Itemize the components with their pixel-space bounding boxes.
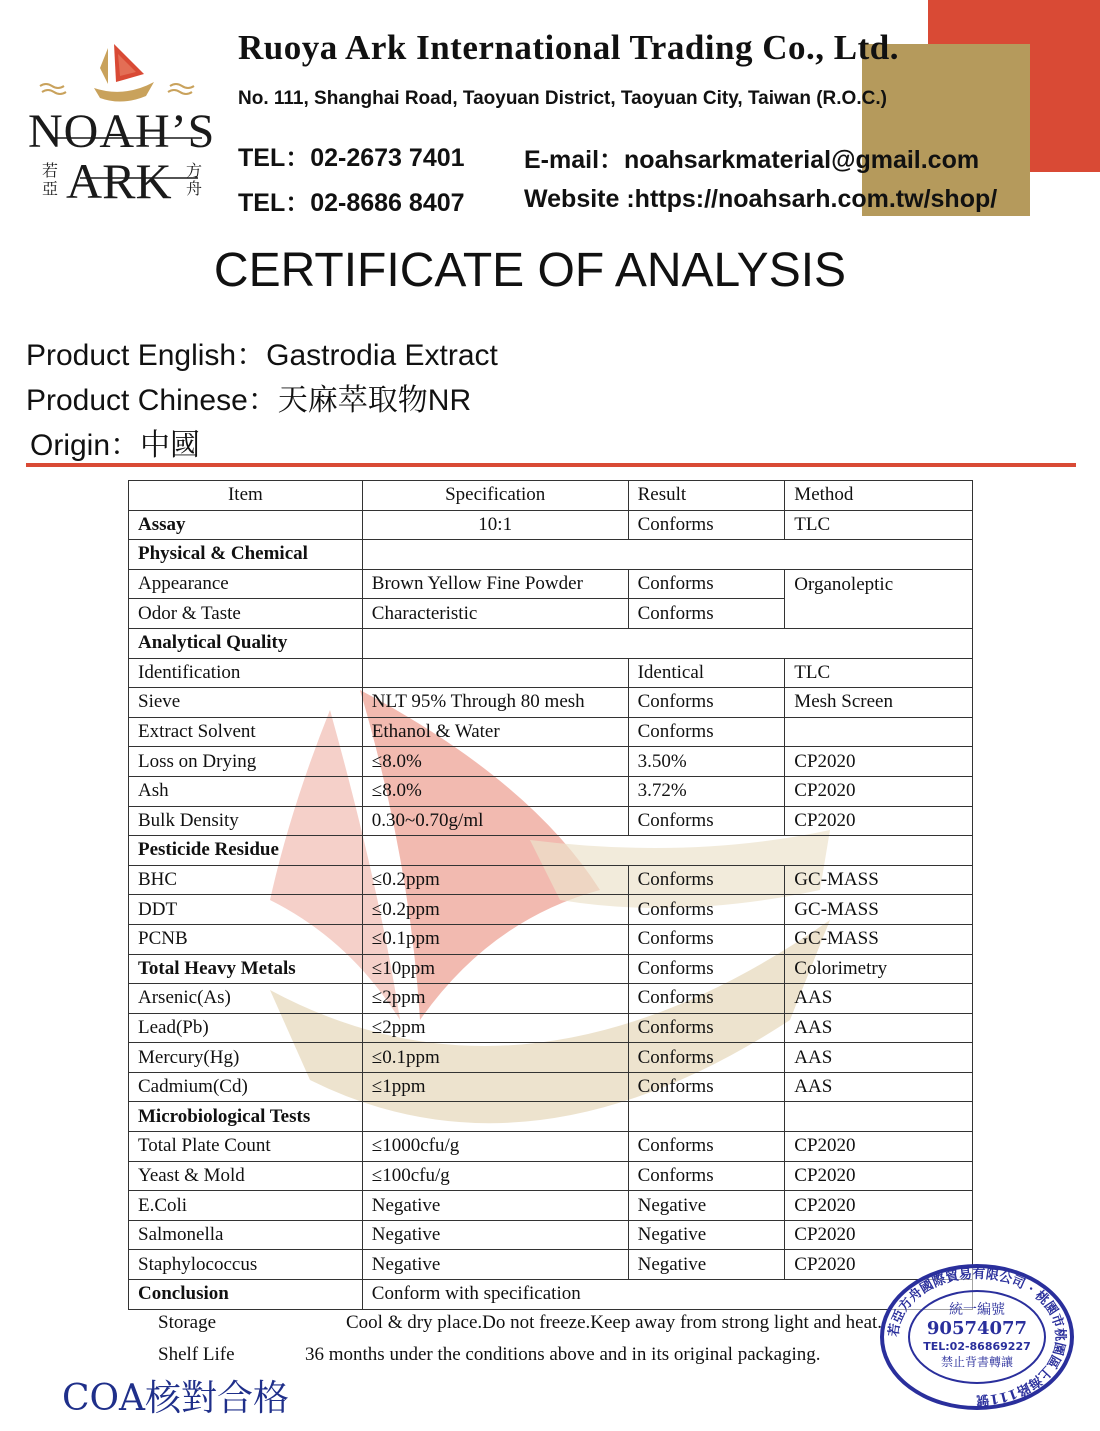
product-english: Product English：Gastrodia Extract [26, 339, 498, 372]
category-row [129, 836, 973, 866]
cell-result: Conforms [628, 717, 785, 747]
table-header-row [129, 481, 973, 511]
cell-method: AAS [785, 1043, 973, 1073]
cell-method: GC-MASS [785, 865, 973, 895]
cell-spec: Brown Yellow Fine Powder [362, 569, 628, 599]
cell-item: Salmonella [129, 1220, 363, 1250]
cell-method: Organoleptic [785, 569, 973, 628]
cell-spec: Negative [362, 1220, 628, 1250]
table-row [129, 569, 973, 599]
cell-spec: ≤1ppm [362, 1072, 628, 1102]
table-row [129, 1132, 973, 1162]
micro-title: Microbiological Tests [129, 1102, 363, 1132]
seal-ring-text: 若亞方舟國際貿易有限公司 · 桃園市桃園區上海路111號 [886, 1266, 1068, 1408]
cell-method: CP2020 [785, 747, 973, 777]
cell-item: Staphylococcus [129, 1250, 363, 1280]
cell-method: Mesh Screen [785, 688, 973, 718]
cell-item: Lead(Pb) [129, 1013, 363, 1043]
cell-spec: ≤0.2ppm [362, 865, 628, 895]
cell-result: Conforms [628, 1132, 785, 1162]
cell-spec: ≤0.1ppm [362, 924, 628, 954]
cell-result: Conforms [628, 865, 785, 895]
assay-method: TLC [785, 510, 973, 540]
table-row [129, 776, 973, 806]
cell-method: CP2020 [785, 1220, 973, 1250]
cell-item: Identification [129, 658, 363, 688]
assay-spec: 10:1 [362, 510, 628, 540]
logo-name-zh-left: 若亞 [42, 161, 59, 198]
table-row [129, 510, 973, 540]
cell-item: Odor & Taste [129, 599, 363, 629]
cell-result: Identical [628, 658, 785, 688]
cell-spec: ≤2ppm [362, 984, 628, 1014]
cell-result: Conforms [628, 924, 785, 954]
table-row [129, 1250, 973, 1280]
table-row [129, 924, 973, 954]
cell-method: AAS [785, 1072, 973, 1102]
cell-result: Conforms [628, 895, 785, 925]
website: Website :https://noahsarh.com.tw/shop/ [524, 185, 998, 213]
cell-result: Conforms [628, 1013, 785, 1043]
analytical-title: Analytical Quality [129, 628, 363, 658]
category-row [129, 628, 973, 658]
cell-result: Negative [628, 1250, 785, 1280]
cell-method: AAS [785, 1013, 973, 1043]
cell-item: Sieve [129, 688, 363, 718]
cell-item: BHC [129, 865, 363, 895]
table-row [129, 1191, 973, 1221]
analysis-table [128, 480, 973, 1310]
table-row [129, 1220, 973, 1250]
category-row [129, 540, 973, 570]
cell-result: Conforms [628, 599, 785, 629]
cell-result: Conforms [628, 954, 785, 984]
conclusion-label: Conclusion [129, 1280, 363, 1310]
cell-item: Bulk Density [129, 806, 363, 836]
seal-line-3: TEL:02-86869227 [923, 1340, 1031, 1353]
storage-value: Cool & dry place.Do not freeze.Keep away from strong light and heat. [346, 1312, 883, 1333]
cell-method: CP2020 [785, 1250, 973, 1280]
header-specification: Specification [362, 481, 628, 511]
cell-item: Yeast & Mold [129, 1161, 363, 1191]
seal-line-2: 90574077 [926, 1318, 1028, 1339]
table-row [129, 717, 973, 747]
header-result: Result [628, 481, 785, 511]
table-row [129, 865, 973, 895]
cell-spec: Ethanol & Water [362, 717, 628, 747]
table-row [129, 984, 973, 1014]
cell-method: GC-MASS [785, 895, 973, 925]
email: E-mail：noahsarkmaterial@gmail.com [524, 146, 980, 174]
table-row [129, 1043, 973, 1073]
cell-spec: ≤0.1ppm [362, 1043, 628, 1073]
phone-2: TEL：02-8686 8407 [238, 189, 465, 217]
logo-name-ark: ARK [66, 153, 172, 209]
table-row [129, 1161, 973, 1191]
cell-spec: ≤10ppm [362, 954, 628, 984]
cell-result: 3.50% [628, 747, 785, 777]
cell-result: Conforms [628, 1161, 785, 1191]
cell-spec [362, 658, 628, 688]
cell-method: TLC [785, 658, 973, 688]
cell-result: Conforms [628, 1043, 785, 1073]
cell-spec: ≤1000cfu/g [362, 1132, 628, 1162]
cell-item: Appearance [129, 569, 363, 599]
cell-result: Conforms [628, 569, 785, 599]
cell-method [785, 717, 973, 747]
seal-line-1: 統一編號 [949, 1302, 1005, 1318]
table-row [129, 747, 973, 777]
separator-line [26, 463, 1076, 467]
shelf-life-value: 36 months under the conditions above and in its original packaging. [305, 1344, 821, 1365]
assay-result: Conforms [628, 510, 785, 540]
cell-result: Conforms [628, 1072, 785, 1102]
shelf-life-label: Shelf Life [158, 1344, 235, 1365]
table-row [129, 1072, 973, 1102]
cell-item: Cadmium(Cd) [129, 1072, 363, 1102]
conclusion-value: Conform with specification [362, 1280, 972, 1310]
cell-result: Conforms [628, 984, 785, 1014]
cell-item: Mercury(Hg) [129, 1043, 363, 1073]
cell-spec: NLT 95% Through 80 mesh [362, 688, 628, 718]
product-chinese: Product Chinese：天麻萃取物NR [26, 384, 472, 417]
cell-spec: ≤100cfu/g [362, 1161, 628, 1191]
cell-item: PCNB [129, 924, 363, 954]
table-row [129, 658, 973, 688]
cell-method: AAS [785, 984, 973, 1014]
cell-method: CP2020 [785, 806, 973, 836]
table-row [129, 954, 973, 984]
table-row [129, 895, 973, 925]
cell-item: Loss on Drying [129, 747, 363, 777]
cell-result: Negative [628, 1220, 785, 1250]
physical-title: Physical & Chemical [129, 540, 363, 570]
cell-result: Negative [628, 1191, 785, 1221]
cell-spec: ≤8.0% [362, 747, 628, 777]
cell-result: 3.72% [628, 776, 785, 806]
company-name: Ruoya Ark International Trading Co., Ltd. [238, 28, 899, 67]
cell-item: Arsenic(As) [129, 984, 363, 1014]
table-row [129, 688, 973, 718]
table-row [129, 1013, 973, 1043]
heavy-metals-title: Total Heavy Metals [129, 954, 363, 984]
storage-label: Storage [158, 1312, 217, 1333]
logo-name-zh-right: 方舟 [186, 161, 203, 198]
cell-method: CP2020 [785, 1161, 973, 1191]
header-method: Method [785, 481, 973, 511]
cell-spec: Negative [362, 1250, 628, 1280]
assay-item: Assay [129, 510, 363, 540]
phone-1: TEL：02-2673 7401 [238, 144, 465, 172]
cell-item: Ash [129, 776, 363, 806]
cell-spec: Negative [362, 1191, 628, 1221]
cell-item: DDT [129, 895, 363, 925]
table-row [129, 806, 973, 836]
cell-result: Conforms [628, 688, 785, 718]
pesticide-title: Pesticide Residue [129, 836, 363, 866]
logo-name-en: NOAH’S [28, 105, 216, 158]
company-seal-icon [878, 1262, 1076, 1412]
cell-item: Extract Solvent [129, 717, 363, 747]
cell-item: E.Coli [129, 1191, 363, 1221]
cell-spec: Characteristic [362, 599, 628, 629]
product-origin: Origin：中國 [30, 429, 201, 462]
cell-spec: ≤0.2ppm [362, 895, 628, 925]
cell-method: CP2020 [785, 776, 973, 806]
document-title: CERTIFICATE OF ANALYSIS [213, 244, 847, 297]
cell-spec: 0.30~0.70g/ml [362, 806, 628, 836]
company-address: No. 111, Shanghai Road, Taoyuan District, Taoyuan City, Taiwan (R.O.C.) [238, 88, 887, 109]
cell-method: CP2020 [785, 1191, 973, 1221]
cell-spec: ≤2ppm [362, 1013, 628, 1043]
approval-mark: COA核對合格 [62, 1378, 290, 1419]
cell-item: Total Plate Count [129, 1132, 363, 1162]
header-item: Item [129, 481, 363, 511]
cell-method: CP2020 [785, 1132, 973, 1162]
cell-method: Colorimetry [785, 954, 973, 984]
category-row [129, 1102, 973, 1132]
cell-spec: ≤8.0% [362, 776, 628, 806]
cell-result: Conforms [628, 806, 785, 836]
seal-line-4: 禁止背書轉讓 [940, 1355, 1014, 1369]
cell-method: GC-MASS [785, 924, 973, 954]
conclusion-row [129, 1280, 973, 1310]
